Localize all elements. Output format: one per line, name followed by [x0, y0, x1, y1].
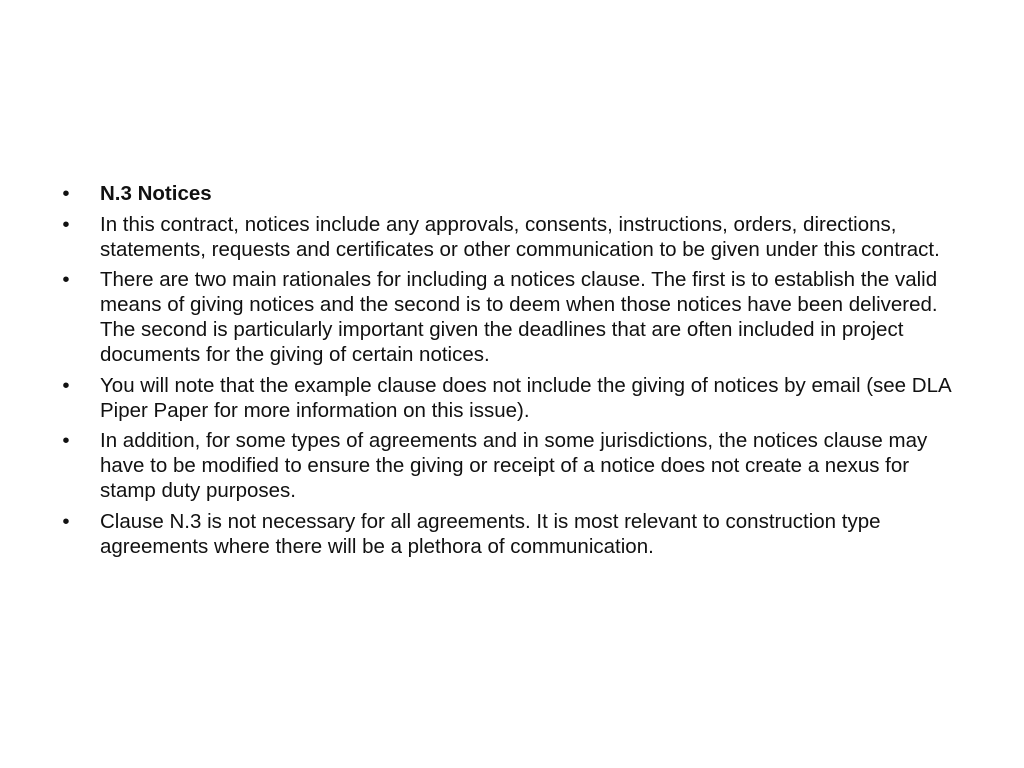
- bullet-text: In this contract, notices include any approvals, consents, instructions, orders, directions, statements, requests and certificates or other communication to be given under this contract.: [100, 212, 940, 261]
- bullet-text: You will note that the example clause does not include the giving of notices by email (see DLA Piper Paper for more information on this issue).: [100, 373, 951, 422]
- bullet-icon: •: [62, 509, 70, 533]
- bullet-text: There are two main rationales for including a notices clause. The first is to establish the valid means of giving notices and the second is to deem when those notices have been delivered. The second is particularly important given the deadlines that are often included in project documents for the giving of certain notices.: [100, 268, 938, 366]
- bullet-icon: •: [62, 429, 70, 452]
- bullet-item-relevance: [60, 509, 970, 559]
- bullet-icon: •: [62, 212, 70, 236]
- bullet-item-email: [60, 373, 970, 423]
- bullet-text: In addition, for some types of agreements and in some jurisdictions, the notices clause may have to be modified to ensure the giving or receipt of a notice does not create a nexus for stamp duty purposes.: [100, 429, 928, 502]
- bullet-item-rationales: [60, 267, 970, 367]
- bullet-item-stamp-duty: [60, 428, 970, 503]
- bullet-icon: •: [62, 182, 70, 205]
- bullet-list: [60, 181, 970, 564]
- bullet-item-definition: [60, 212, 970, 262]
- bullet-text: Clause N.3 is not necessary for all agreements. It is most relevant to construction type agreements where there will be a plethora of communication.: [100, 509, 881, 558]
- bullet-icon: •: [62, 268, 70, 291]
- bullet-item-heading: [60, 181, 970, 206]
- section-heading: N.3 Notices: [100, 182, 212, 205]
- bullet-icon: •: [62, 373, 70, 397]
